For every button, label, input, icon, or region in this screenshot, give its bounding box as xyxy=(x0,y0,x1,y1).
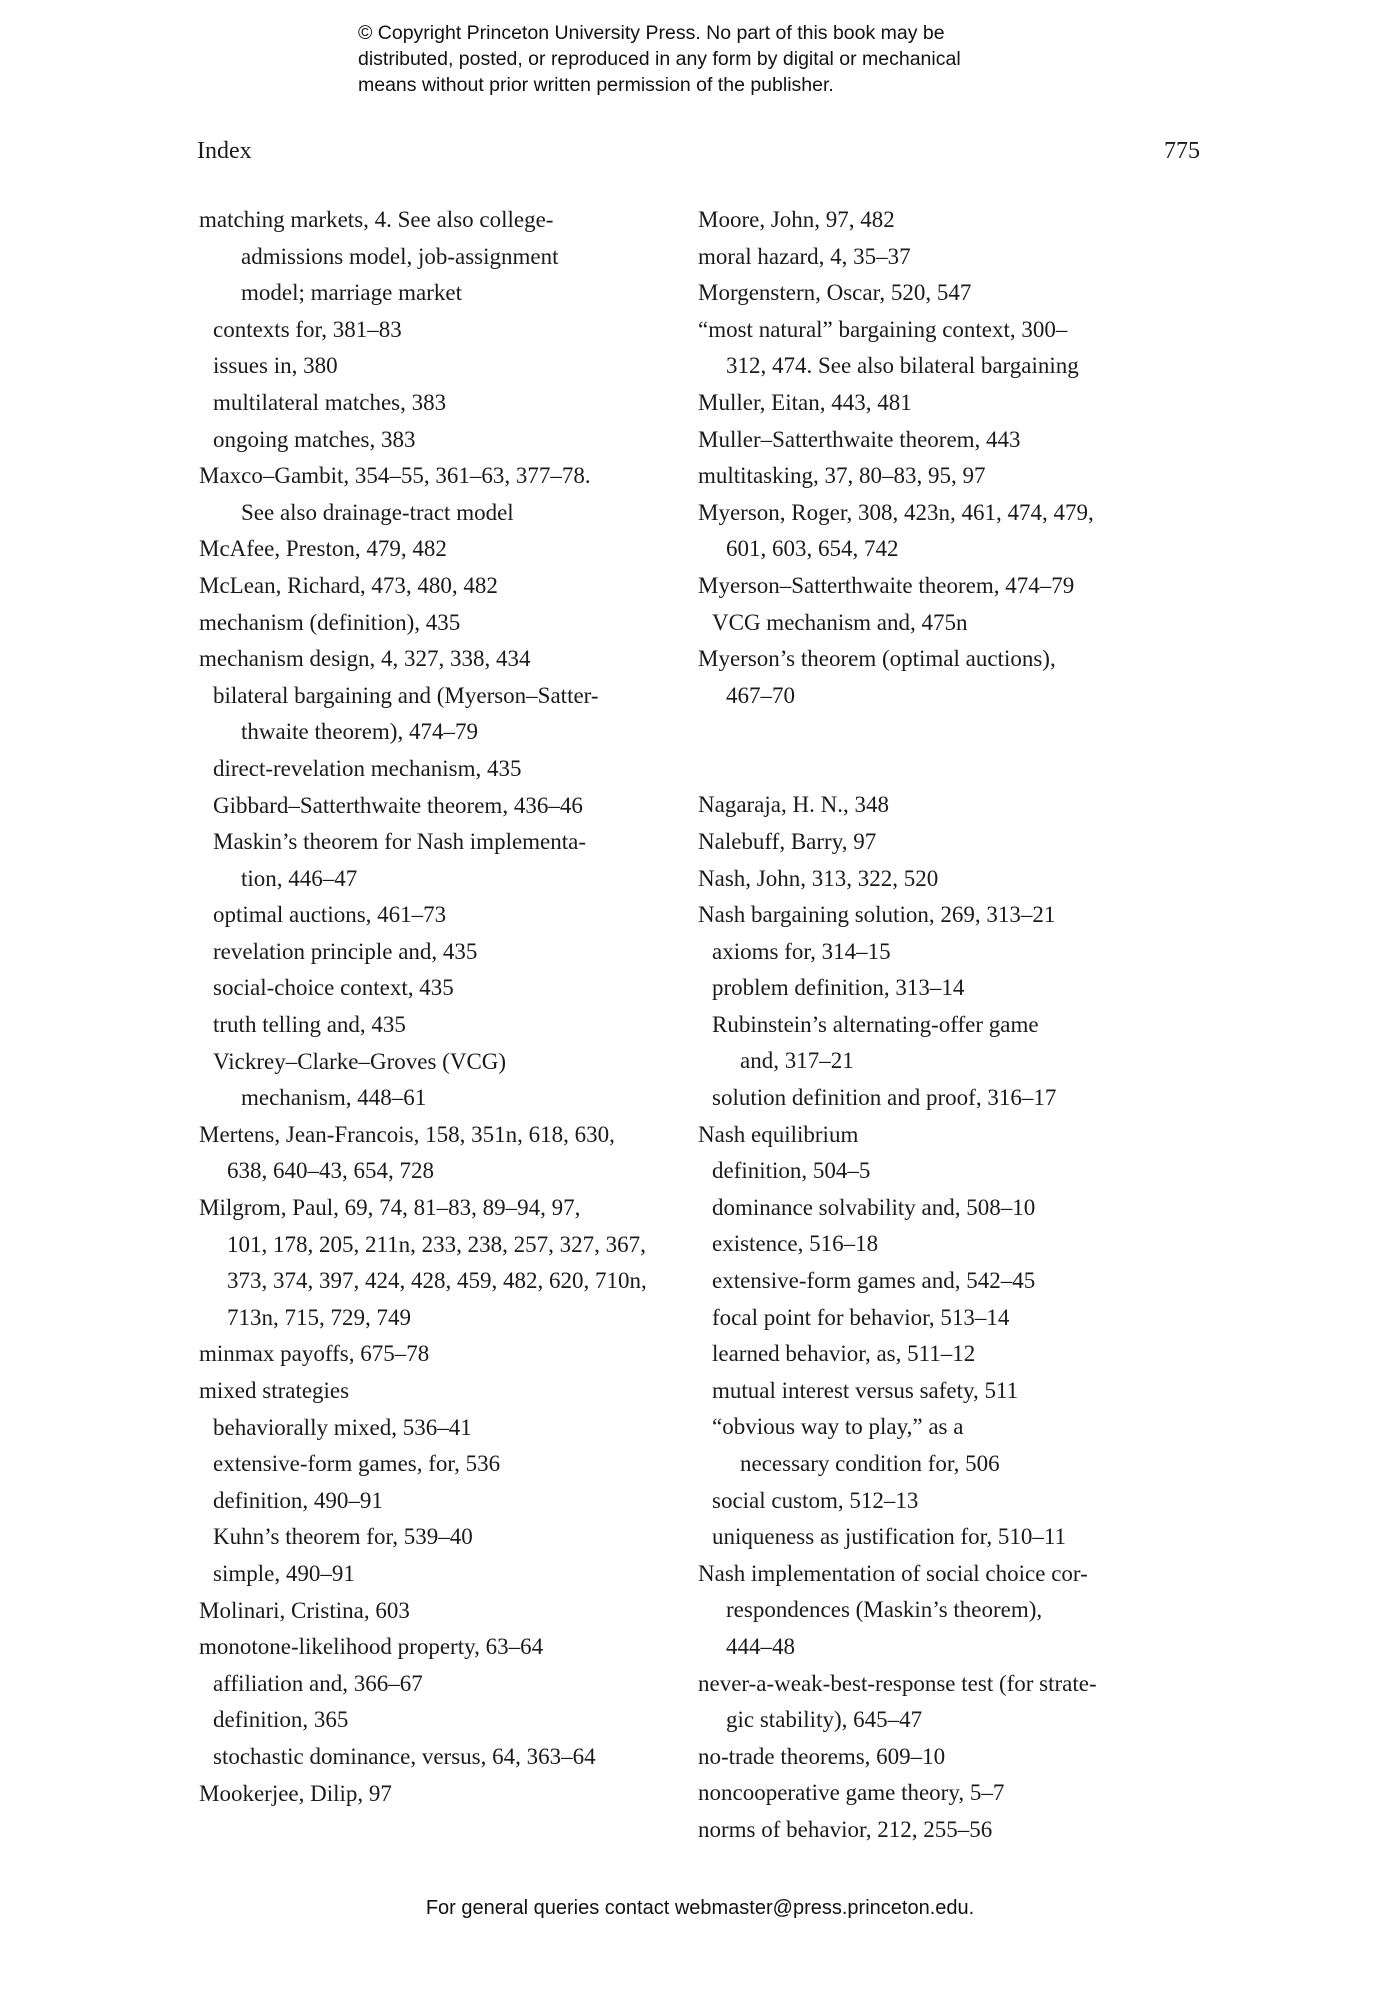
index-entry: mechanism (definition), 435 xyxy=(199,609,461,635)
index-entry: “most natural” bargaining context, 300– xyxy=(698,316,1068,342)
index-entry-continuation: 312, 474. See also bilateral bargaining xyxy=(726,353,1079,379)
index-entry-continuation: 713n, 715, 729, 749 xyxy=(227,1304,411,1330)
index-subentry: behaviorally mixed, 536–41 xyxy=(213,1414,472,1440)
index-entry: Nagaraja, H. N., 348 xyxy=(698,792,889,818)
index-entry: Nash, John, 313, 322, 520 xyxy=(698,865,939,891)
index-subentry: simple, 490–91 xyxy=(213,1560,355,1586)
index-entry-continuation: respondences (Maskin’s theorem), xyxy=(726,1597,1043,1623)
section-title: Index xyxy=(197,138,252,164)
index-subentry: bilateral bargaining and (Myerson–Satter- xyxy=(213,682,599,708)
index-entry-continuation: See also drainage-tract model xyxy=(241,499,514,525)
copyright-notice xyxy=(358,20,1078,98)
index-subentry-continuation: thwaite theorem), 474–79 xyxy=(241,719,478,745)
index-entry: minmax payoffs, 675–78 xyxy=(199,1341,430,1367)
index-entry: Nalebuff, Barry, 97 xyxy=(698,828,877,854)
index-entry: Muller, Eitan, 443, 481 xyxy=(698,389,912,415)
index-entry: mixed strategies xyxy=(199,1378,350,1403)
index-entry: Molinari, Cristina, 603 xyxy=(199,1597,410,1623)
index-subentry: social custom, 512–13 xyxy=(712,1487,919,1513)
index-subentry: definition, 490–91 xyxy=(213,1487,383,1513)
index-entry: Myerson–Satterthwaite theorem, 474–79 xyxy=(698,572,1075,598)
index-entry: Morgenstern, Oscar, 520, 547 xyxy=(698,280,972,306)
index-entry: Nash equilibrium xyxy=(698,1121,859,1147)
index-entry-continuation: model; marriage market xyxy=(241,280,462,306)
copyright-line: distributed, posted, or reproduced in any form by digital or mechanical xyxy=(358,48,961,70)
index-subentry: focal point for behavior, 513–14 xyxy=(712,1304,1010,1330)
running-head xyxy=(197,136,1200,166)
index-subentry: Maskin’s theorem for Nash implementa- xyxy=(213,829,587,855)
index-subentry: direct-revelation mechanism, 435 xyxy=(213,755,522,781)
index-subentry: definition, 504–5 xyxy=(712,1158,871,1184)
index-subentry: solution definition and proof, 316–17 xyxy=(712,1085,1057,1111)
index-entry: McAfee, Preston, 479, 482 xyxy=(199,536,447,562)
index-subentry: dominance solvability and, 508–10 xyxy=(712,1194,1036,1220)
index-entry: norms of behavior, 212, 255–56 xyxy=(698,1816,993,1842)
index-entry: Nash implementation of social choice cor- xyxy=(698,1560,1088,1586)
index-subentry: existence, 516–18 xyxy=(712,1231,879,1257)
index-entry: noncooperative game theory, 5–7 xyxy=(698,1780,1005,1806)
index-subentry: optimal auctions, 461–73 xyxy=(213,902,447,928)
page-number: 775 xyxy=(1164,138,1200,164)
index-subentry: truth telling and, 435 xyxy=(213,1012,406,1038)
index-entry: Milgrom, Paul, 69, 74, 81–83, 89–94, 97, xyxy=(199,1195,581,1221)
copyright-line: © Copyright Princeton University Press. No part of this book may be xyxy=(358,22,945,44)
index-subentry: Gibbard–Satterthwaite theorem, 436–46 xyxy=(213,792,583,818)
index-subentry-continuation: mechanism, 448–61 xyxy=(241,1085,427,1111)
index-subentry: affiliation and, 366–67 xyxy=(213,1670,423,1696)
index-entry-continuation: 638, 640–43, 654, 728 xyxy=(227,1158,434,1184)
index-subentry: uniqueness as justification for, 510–11 xyxy=(712,1524,1067,1550)
index-entry: Muller–Satterthwaite theorem, 443 xyxy=(698,426,1021,452)
index-entry: Myerson, Roger, 308, 423n, 461, 474, 479, xyxy=(698,499,1094,525)
index-subentry-continuation: necessary condition for, 506 xyxy=(740,1451,1000,1476)
index-subentry: mutual interest versus safety, 511 xyxy=(712,1377,1019,1403)
index-subentry: social-choice context, 435 xyxy=(213,975,454,1001)
index-subentry: issues in, 380 xyxy=(213,353,338,379)
index-entry: Nash bargaining solution, 269, 313–21 xyxy=(698,902,1056,928)
index-entry: Myerson’s theorem (optimal auctions), xyxy=(698,646,1056,672)
index-subentry-continuation: and, 317–21 xyxy=(740,1048,854,1074)
index-entry: never-a-weak-best-response test (for strate- xyxy=(698,1670,1097,1696)
index-subentry: definition, 365 xyxy=(213,1707,349,1733)
index-entry: mechanism design, 4, 327, 338, 434 xyxy=(199,646,531,672)
index-entry-continuation: 101, 178, 205, 211n, 233, 238, 257, 327, 367, xyxy=(227,1231,646,1257)
index-subentry: contexts for, 381–83 xyxy=(213,316,402,342)
index-subentry: problem definition, 313–14 xyxy=(712,975,965,1001)
index-subentry: Kuhn’s theorem for, 539–40 xyxy=(213,1524,473,1550)
index-entry-continuation: admissions model, job-assignment xyxy=(241,243,559,269)
index-subentry: VCG mechanism and, 475n xyxy=(712,609,968,635)
copyright-line: means without prior written permission of the publisher. xyxy=(358,74,834,96)
index-subentry: “obvious way to play,” as a xyxy=(712,1414,964,1440)
index-subentry: Rubinstein’s alternating-offer game xyxy=(712,1011,1039,1037)
index-column-left xyxy=(199,202,699,1812)
index-subentry: extensive-form games, for, 536 xyxy=(213,1451,501,1477)
index-entry: Mookerjee, Dilip, 97 xyxy=(199,1780,392,1806)
index-entry: matching markets, 4. See also college- xyxy=(199,207,554,232)
index-entry: moral hazard, 4, 35–37 xyxy=(698,243,911,269)
index-entry: Moore, John, 97, 482 xyxy=(698,207,895,232)
index-entry-continuation: gic stability), 645–47 xyxy=(726,1707,923,1733)
index-entry: Maxco–Gambit, 354–55, 361–63, 377–78. xyxy=(199,463,591,489)
index-entry-continuation: 467–70 xyxy=(726,682,795,708)
index-subentry: extensive-form games and, 542–45 xyxy=(712,1268,1036,1294)
index-subentry: axioms for, 314–15 xyxy=(712,938,891,964)
footer-contact: For general queries contact webmaster@press.princeton.edu. xyxy=(425,1897,975,1919)
index-subentry: Vickrey–Clarke–Groves (VCG) xyxy=(213,1048,507,1074)
index-entry-continuation: 601, 603, 654, 742 xyxy=(726,536,899,562)
index-subentry-continuation: tion, 446–47 xyxy=(241,865,358,891)
index-entry: Mertens, Jean-Francois, 158, 351n, 618, 630, xyxy=(199,1121,615,1147)
index-entry-continuation: 444–48 xyxy=(726,1633,795,1659)
index-subentry: ongoing matches, 383 xyxy=(213,426,416,452)
index-subentry: revelation principle and, 435 xyxy=(213,938,478,964)
index-entry: multitasking, 37, 80–83, 95, 97 xyxy=(698,463,986,489)
index-entry: McLean, Richard, 473, 480, 482 xyxy=(199,572,498,598)
index-entry: no-trade theorems, 609–10 xyxy=(698,1743,946,1769)
index-subentry: learned behavior, as, 511–12 xyxy=(712,1341,976,1367)
index-column-right xyxy=(698,202,1198,1849)
index-entry-continuation: 373, 374, 397, 424, 428, 459, 482, 620, 710n, xyxy=(227,1268,647,1294)
index-subentry: stochastic dominance, versus, 64, 363–64 xyxy=(213,1743,596,1769)
index-entry: monotone-likelihood property, 63–64 xyxy=(199,1634,544,1660)
index-subentry: multilateral matches, 383 xyxy=(213,389,447,415)
letter-group-gap xyxy=(698,714,1198,787)
